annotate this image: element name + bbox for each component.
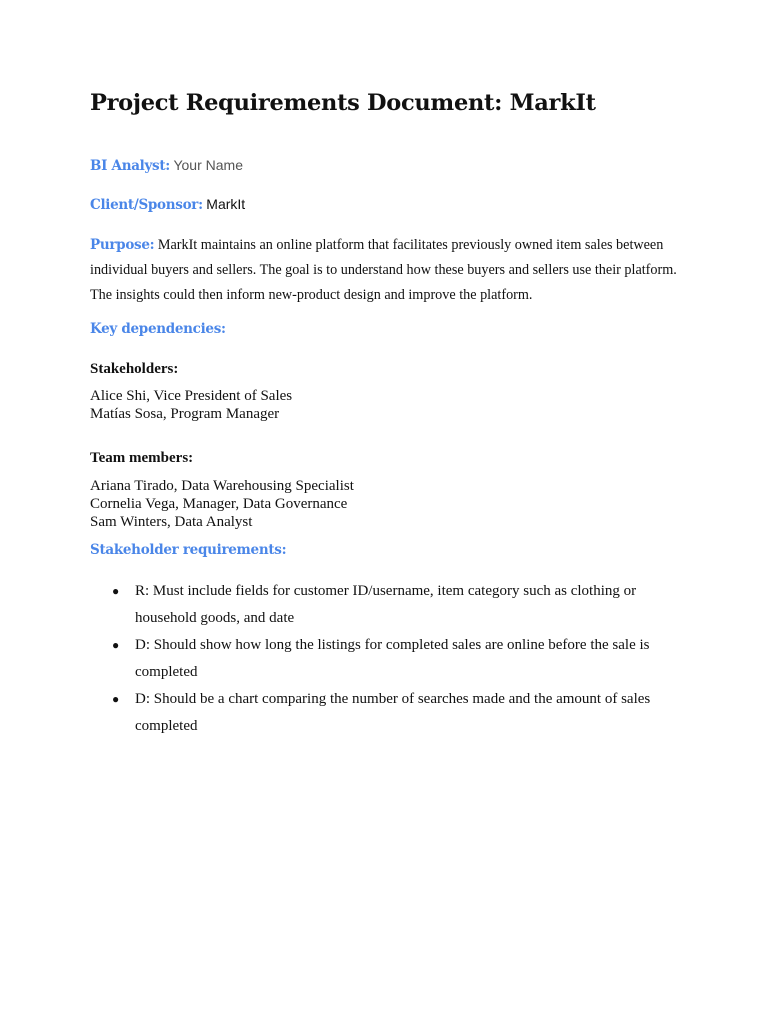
client-sponsor-label: Client/Sponsor:	[90, 197, 203, 213]
requirement-item	[90, 632, 670, 686]
client-sponsor-value: MarkIt	[206, 196, 246, 212]
requirement-text: D: Should show how long the listings for completed sales are online before the sale is completed	[135, 637, 650, 680]
team-members-list	[90, 477, 354, 531]
stakeholder-item: Alice Shi, Vice President of Sales	[90, 388, 293, 404]
bi-analyst-value: Your Name	[173, 157, 243, 173]
bi-analyst-field	[90, 157, 243, 175]
stakeholder-item: Matías Sosa, Program Manager	[90, 406, 280, 422]
client-sponsor-field	[90, 196, 245, 214]
team-member-item: Ariana Tirado, Data Warehousing Specialist	[90, 478, 354, 494]
stakeholders-list	[90, 387, 292, 423]
team-members-heading: Team members:	[90, 450, 194, 466]
stakeholder-requirements-heading: Stakeholder requirements:	[90, 542, 287, 558]
bullet-icon: ●	[112, 692, 120, 706]
requirement-text: R: Must include fields for customer ID/username, item category such as clothing or household goods, and date	[135, 583, 637, 626]
document-title: Project Requirements Document: MarkIt	[90, 90, 596, 116]
purpose-text: MarkIt maintains an online platform that facilitates previously owned item sales between individual buyers and sellers. The goal is to understand how these buyers and sellers use their platform. The insights could then inform new-product design and improve the platform.	[90, 237, 677, 303]
team-member-item: Sam Winters, Data Analyst	[90, 514, 253, 530]
requirement-item	[90, 686, 670, 740]
requirement-text: D: Should be a chart comparing the number of searches made and the amount of sales completed	[135, 691, 651, 734]
bullet-icon: ●	[112, 584, 120, 598]
purpose-paragraph	[90, 233, 680, 308]
key-dependencies-heading: Key dependencies:	[90, 321, 226, 337]
team-member-item: Cornelia Vega, Manager, Data Governance	[90, 496, 348, 512]
requirements-list	[90, 578, 670, 740]
stakeholders-heading: Stakeholders:	[90, 361, 179, 377]
bi-analyst-label: BI Analyst:	[90, 158, 170, 174]
requirement-item	[90, 578, 670, 632]
bullet-icon: ●	[112, 638, 120, 652]
purpose-label: Purpose:	[90, 237, 155, 253]
